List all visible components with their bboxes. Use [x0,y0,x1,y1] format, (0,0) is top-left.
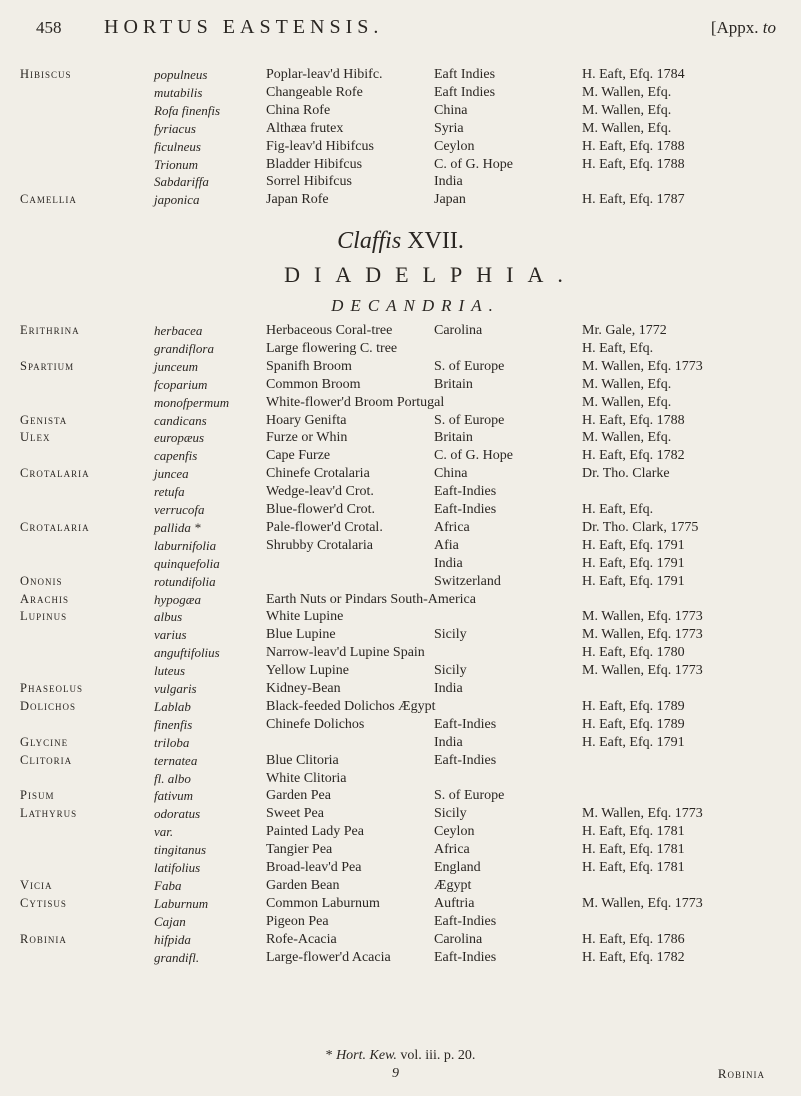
entry-common: Common Laburnum [266,895,380,911]
entry-country: China [434,466,468,482]
entry-country: Eaft Indies [434,67,496,82]
entry-genus: Robinia [20,931,67,946]
entry-introducer: Dr. Tho. Clarke [582,466,670,482]
entry-species: ternatea [154,752,198,768]
signature-mark: 9 [392,1066,399,1081]
entry-common: Sorrel Hibifcus [266,174,352,190]
class-title [0,228,801,255]
entry-common: Rofe-Acacia [266,931,337,947]
entry-common: Garden Pea [266,788,331,804]
entry-species: quinquefolia [154,555,220,571]
entry-introducer: H. Eaft, Efq. 1791 [582,537,685,553]
entry-species: hypogæa [154,591,201,607]
entry-country: S. of Europe [434,788,505,804]
footnote [0,1048,801,1064]
entry-genus: Genista [20,412,68,427]
entry-country: India [434,734,463,750]
entry-introducer: H. Eaft, Efq. 1782 [582,448,685,464]
entry-genus: Lupinus [20,609,68,624]
entry-introducer: H. Eaft, Efq. 1784 [582,67,685,82]
entry-country: Sicily [434,806,467,822]
catchword: Robinia [717,1066,765,1081]
entry-common: Blue Clitoria [266,752,339,768]
entry-introducer: M. Wallen, Efq. [582,120,672,136]
class-word: Claffis [337,228,402,254]
entry-species: luteus [154,663,186,679]
entry-species: Lablab [154,698,191,714]
entry-introducer: Dr. Tho. Clark, 1775 [582,519,699,535]
entry-genus: Camellia [20,192,77,207]
entry-introducer: M. Wallen, Efq. 1773 [582,663,703,679]
entry-species: capenfis [154,448,198,464]
entry-common: White-flower'd Broom Portugal [266,394,445,410]
entry-introducer: H. Eaft, Efq. [582,340,654,356]
entry-genus: Phaseolus [20,681,83,695]
entry-common: Large flowering C. tree [266,340,398,356]
entry-common: Black-feeded Dolichos Ægypt [266,698,436,714]
entry-country: Auftria [434,895,475,911]
entry-introducer: H. Eaft, Efq. 1780 [582,645,685,661]
entry-country: Eaft-Indies [434,949,497,965]
entry-common: Sweet Pea [266,806,324,822]
entry-country: Carolina [434,323,483,338]
entry-introducer: H. Eaft, Efq. 1791 [582,573,685,589]
appendix-reference [711,18,776,38]
entry-species: laburnifolia [154,537,217,553]
entry-species: fativum [154,788,193,804]
entry-species: grandifl. [154,949,200,965]
entry-species: populneus [154,67,208,82]
entry-country: S. of Europe [434,412,505,428]
entry-common: Pigeon Pea [266,913,329,929]
entry-country: Ceylon [434,138,475,154]
class-name: DIADELPHIA. [284,262,577,287]
entry-country: Sicily [434,663,467,679]
entry-country: India [434,681,463,696]
entry-species: pallida * [154,519,201,535]
entry-common: White Lupine [266,609,344,625]
entry-country: Japan [434,192,466,208]
entry-introducer: H. Eaft, Efq. 1788 [582,138,685,154]
entry-species: hifpida [154,931,191,947]
entry-common: Chinefe Dolichos [266,716,365,732]
entry-introducer: H. Eaft, Efq. 1789 [582,716,685,732]
entry-common: Herbaceous Coral-tree [266,323,393,338]
entry-country: C. of G. Hope [434,448,513,464]
entry-introducer: M. Wallen, Efq. 1773 [582,895,703,911]
entry-common: Japan Rofe [266,192,329,208]
entry-species: vulgaris [154,681,197,696]
entry-introducer: H. Eaft, Efq. 1782 [582,949,685,965]
entry-species: Trionum [154,156,199,172]
entry-common: Changeable Rofe [266,84,363,100]
entry-common: Common Broom [266,376,361,392]
entry-genus: Cytisus [20,895,67,910]
entry-country: Sicily [434,627,467,643]
entry-genus: Spartium [20,358,75,373]
entry-common: Cape Furze [266,448,331,464]
entry-species: varius [154,627,187,643]
entry-country: Eaft-Indies [434,913,497,929]
entry-country: China [434,102,468,118]
entry-country: Africa [434,842,470,858]
entry-common: Althæa frutex [266,120,344,136]
entry-common: Wedge-leav'd Crot. [266,484,374,500]
entry-common: Garden Bean [266,877,340,893]
entry-species: grandiflora [154,340,214,356]
entry-species: ficulneus [154,138,201,154]
running-head [36,16,776,40]
entry-common: Kidney-Bean [266,681,341,696]
entry-common: Spanifh Broom [266,358,352,374]
page-number: 458 [36,18,62,37]
entry-introducer: Mr. Gale, 1772 [582,323,667,338]
entry-species: Rofa finenfis [154,102,221,118]
entry-introducer: M. Wallen, Efq. [582,430,672,446]
appendix-suffix: to [758,18,776,37]
entry-common: Shrubby Crotalaria [266,537,373,553]
entry-species: Faba [154,877,182,893]
entry-country: England [434,860,481,875]
entry-common: Blue-flower'd Crot. [266,502,376,517]
footnote-work: Hort. Kew. [336,1048,397,1063]
entry-country: Afia [434,537,459,553]
entry-country: Syria [434,120,464,136]
entry-species: rotundifolia [154,573,216,589]
entry-country: India [434,555,463,571]
entry-country: C. of G. Hope [434,156,513,172]
entry-common: White Clitoria [266,770,347,786]
entry-genus: Erithrina [20,323,80,337]
entry-country: S. of Europe [434,358,505,374]
entry-common: China Rofe [266,102,331,118]
entry-species: retufa [154,484,185,500]
entry-genus: Arachis [20,591,70,606]
entry-species: verrucofa [154,502,205,517]
entry-species: europæus [154,430,205,446]
entry-genus: Lathyrus [20,806,78,821]
entry-common: Earth Nuts or Pindars South-America [266,591,476,607]
entry-country: Ceylon [434,824,475,840]
entry-common: Broad-leav'd Pea [266,860,362,875]
entry-introducer: H. Eaft, Efq. 1788 [582,156,685,172]
entry-species: fl. albo [154,770,191,786]
entry-common: Tangier Pea [266,842,333,858]
footnote-mark: * [325,1048,337,1063]
entry-common: Pale-flower'd Crotal. [266,519,383,535]
entry-genus: Crotalaria [20,466,90,481]
entry-introducer: H. Eaft, Efq. 1786 [582,931,685,947]
entry-common: Poplar-leav'd Hibifc. [266,67,383,82]
entry-common: Bladder Hibifcus [266,156,363,172]
entry-common: Large-flower'd Acacia [266,949,391,965]
entry-genus: Vicia [20,877,53,892]
entry-species: albus [154,609,183,625]
entry-country: Ægypt [434,877,472,893]
entry-species: triloba [154,734,190,750]
entry-introducer: H. Eaft, Efq. 1787 [582,192,685,208]
entry-introducer: M. Wallen, Efq. [582,84,672,100]
entry-genus: Pisum [20,788,55,803]
entry-species: latifolius [154,860,201,875]
entry-species: Cajan [154,913,186,929]
entry-species: japonica [154,192,200,208]
entry-genus: Clitoria [20,752,73,767]
entry-genus: Glycine [20,734,69,749]
entry-species: finenfis [154,716,193,732]
entry-species: juncea [154,466,189,482]
entry-country: Eaft-Indies [434,502,497,517]
entry-genus: Hibiscus [20,67,72,81]
entry-species: var. [154,824,174,840]
entry-country: Africa [434,519,470,535]
entry-genus: Ulex [20,430,51,445]
entry-country: Britain [434,376,473,392]
entry-introducer: H. Eaft, Efq. [582,502,654,517]
entry-species: mutabilis [154,84,203,100]
entry-common: Yellow Lupine [266,663,349,679]
entry-introducer: H. Eaft, Efq. 1788 [582,412,685,428]
entry-country: Eaft-Indies [434,716,497,732]
entry-country: Eaft-Indies [434,752,497,768]
entry-introducer: H. Eaft, Efq. 1791 [582,555,685,571]
entry-country: India [434,174,463,190]
entry-country: Carolina [434,931,483,947]
entry-introducer: M. Wallen, Efq. [582,376,672,392]
entry-species: junceum [154,358,199,374]
entry-country: Eaft-Indies [434,484,497,500]
entry-introducer: H. Eaft, Efq. 1781 [582,842,685,858]
entry-genus: Ononis [20,573,63,588]
entry-genus: Dolichos [20,698,77,713]
entry-common: Painted Lady Pea [266,824,364,840]
order-name: DECANDRIA. [331,296,500,315]
entry-species: Sabdariffa [154,174,209,190]
entry-country: Eaft Indies [434,84,496,100]
entry-country: Britain [434,430,473,446]
entry-introducer: H. Eaft, Efq. 1789 [582,698,685,714]
entry-common: Furze or Whin [266,430,348,446]
entry-introducer: M. Wallen, Efq. 1773 [582,627,703,643]
entry-introducer: H. Eaft, Efq. 1791 [582,734,685,750]
entry-species: herbacea [154,323,203,338]
running-title: HORTUS EASTENSIS. [104,16,384,38]
entry-introducer: H. Eaft, Efq. 1781 [582,860,685,875]
class-numeral: XVII. [407,228,464,254]
footnote-ref: vol. iii. p. 20. [396,1048,476,1063]
entry-introducer: H. Eaft, Efq. 1781 [582,824,685,840]
entry-common: Narrow-leav'd Lupine Spain [266,645,425,661]
entry-introducer: M. Wallen, Efq. [582,394,672,410]
entry-species: monofpermum [154,394,230,410]
entry-genus: Crotalaria [20,519,90,534]
entry-species: odoratus [154,806,201,822]
entry-common: Fig-leav'd Hibifcus [266,138,374,154]
entry-species: fyriacus [154,120,196,136]
entry-common: Blue Lupine [266,627,336,643]
entry-species: candicans [154,412,207,428]
entry-species: anguftifolius [154,645,220,661]
entry-species: tingitanus [154,842,207,858]
appendix-prefix: [Appx. [710,18,759,37]
entry-introducer: M. Wallen, Efq. 1773 [582,609,703,625]
entry-introducer: M. Wallen, Efq. 1773 [582,806,703,822]
entry-common: Hoary Genifta [266,412,347,428]
entry-introducer: M. Wallen, Efq. [582,102,672,118]
entry-country: Switzerland [434,573,501,589]
entry-species: fcoparium [154,376,208,392]
entry-common: Chinefe Crotalaria [266,466,370,482]
entry-introducer: M. Wallen, Efq. 1773 [582,358,703,374]
entry-species: Laburnum [154,895,209,911]
